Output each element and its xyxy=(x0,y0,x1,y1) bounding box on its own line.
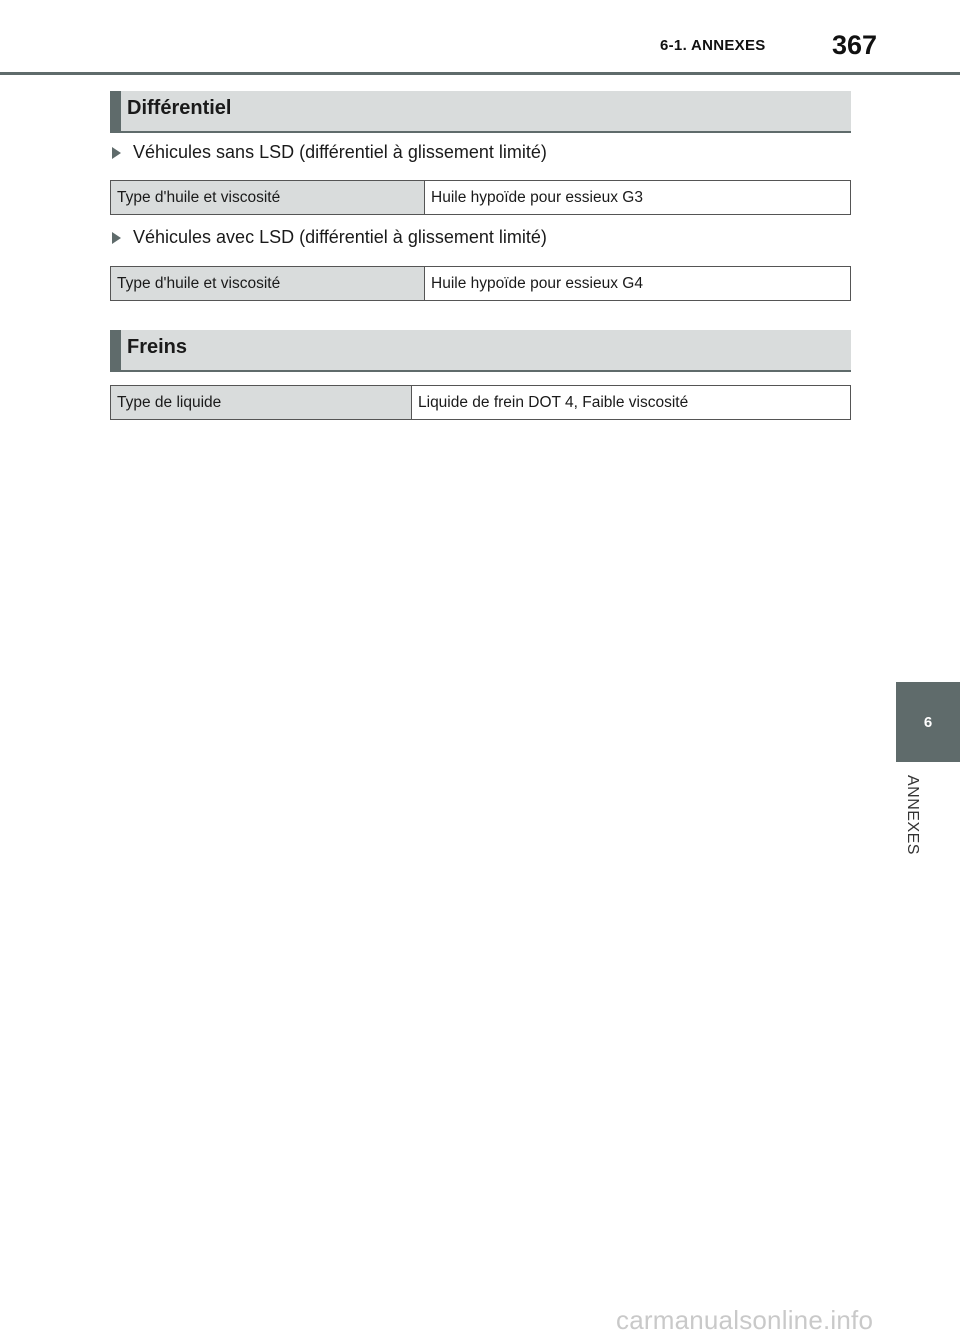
section-heading-differentiel xyxy=(110,91,851,133)
watermark: carmanualsonline.info xyxy=(616,1305,874,1335)
chapter-label: ANNEXES xyxy=(904,775,921,855)
triangle-bullet-icon xyxy=(112,147,121,159)
spec-table-lsd-with xyxy=(110,266,851,301)
chapter-tab xyxy=(896,682,960,762)
section-title: 6-1. ANNEXES xyxy=(660,37,766,54)
table-cell-value: Huile hypoïde pour essieux G3 xyxy=(425,181,851,215)
table-cell-label: Type d'huile et viscosité xyxy=(111,267,425,301)
page-number: 367 xyxy=(832,30,878,60)
table-row xyxy=(111,267,851,301)
spec-table-freins xyxy=(110,385,851,420)
triangle-bullet-icon xyxy=(112,232,121,244)
section-heading-freins xyxy=(110,330,851,372)
table-cell-value: Liquide de frein DOT 4, Faible viscosité xyxy=(412,386,851,420)
table-row xyxy=(111,386,851,420)
bullet-item xyxy=(112,227,547,248)
bullet-text: Véhicules sans LSD (différentiel à glissement limité) xyxy=(133,142,547,162)
table-row xyxy=(111,181,851,215)
table-cell-label: Type de liquide xyxy=(111,386,412,420)
table-cell-label: Type d'huile et viscosité xyxy=(111,181,425,215)
header-divider xyxy=(0,72,960,75)
table-cell-value: Huile hypoïde pour essieux G4 xyxy=(425,267,851,301)
heading-accent xyxy=(110,330,121,370)
heading-accent xyxy=(110,91,121,131)
heading-title: Différentiel xyxy=(127,97,232,119)
spec-table-lsd-without xyxy=(110,180,851,215)
bullet-text: Véhicules avec LSD (différentiel à glissement limité) xyxy=(133,227,547,247)
chapter-number: 6 xyxy=(923,713,933,731)
heading-title: Freins xyxy=(127,336,188,358)
bullet-item xyxy=(112,142,547,163)
